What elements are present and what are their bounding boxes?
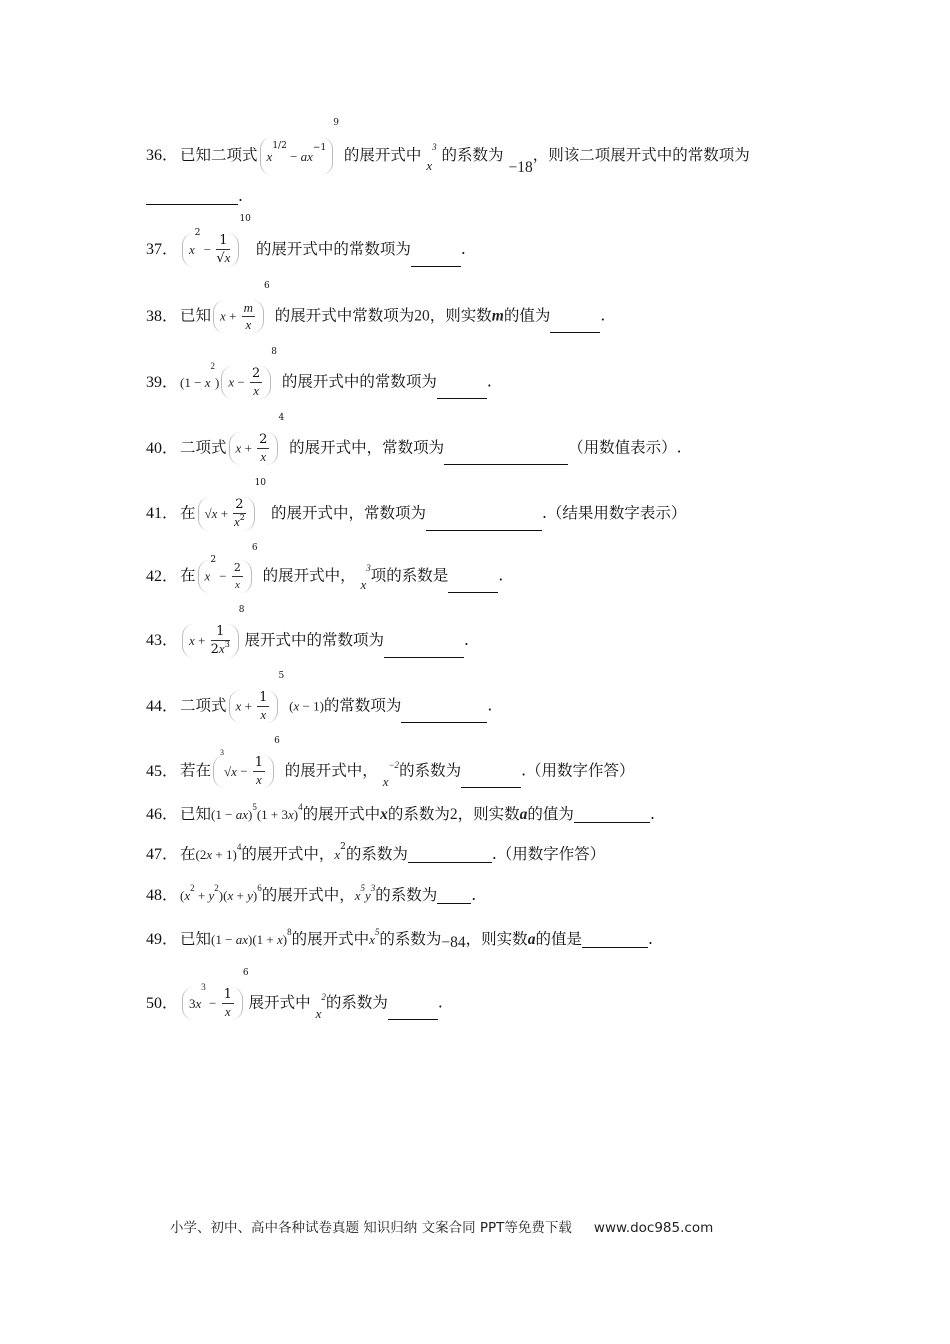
binomial-expression: $x^{1/2} - ax^{-1}$: [260, 137, 334, 175]
answer-blank[interactable]: [146, 190, 238, 205]
answer-blank[interactable]: [437, 384, 487, 399]
answer-blank[interactable]: [444, 450, 568, 465]
binomial-expression: $^3$√x − $\frac{1}{x}$: [213, 755, 274, 788]
binomial-expression: x − $\frac{2}{x}$: [221, 366, 271, 399]
question-36-answer-line: .: [146, 189, 243, 205]
question-39: 39． $(1 - x^2)$ x − $\frac{2}{x}$ $^8$ 的展开式中的常数项为 .: [146, 347, 492, 398]
binomial-expression: $x^2$ − $\frac{1}{√x}$: [182, 233, 239, 267]
answer-blank[interactable]: [411, 252, 461, 267]
footer-text: 小学、初中、高中各种试卷真题 知识归纳 文案合同 PPT等免费下载: [170, 1220, 572, 1236]
question-50: 50． $3x^3$ − $\frac{1}{x}$ $^6$展开式中 $_{x^2}$的系数为 .: [146, 968, 443, 1021]
binomial-expression: x + $\frac{m}{x}$: [213, 300, 264, 333]
question-36: 36． 已知二项式 $x^{1/2} - ax^{-19}$ 的展开式中 $_{x^3}$ 的系数为 −18，则该二项展开式中的常数项为: [146, 118, 750, 176]
question-43: 43． x + $\frac{1}{2x^3}$ $^8$展开式中的常数项为 .: [146, 605, 469, 657]
answer-blank[interactable]: [582, 933, 648, 948]
answer-blank[interactable]: [574, 808, 650, 823]
question-44: 44． 二项式 x + $\frac{1}{x}$ $^5$ (x − 1)的常数项为 .: [146, 671, 493, 722]
binomial-expression: $x^2$ − $\frac{2}{x}$: [198, 560, 252, 593]
question-41: 41． 在 √x + $\frac{2}{x^2}$ $^{10}$ 的展开式中，常数项为 .（结果用数字表示）: [146, 478, 687, 529]
answer-blank[interactable]: [437, 889, 471, 904]
binomial-expression: $3x^3$ − $\frac{1}{x}$: [182, 987, 243, 1020]
question-40: 40． 二项式 x + $\frac{2}{x}$ $^4$ 的展开式中，常数项为 （用数值表示）.: [146, 413, 682, 464]
binomial-expression: x + $\frac{1}{2x^3}$: [182, 624, 239, 658]
answer-blank[interactable]: [408, 848, 492, 863]
binomial-expression: x + $\frac{2}{x}$: [229, 432, 279, 465]
question-46: 46． 已知$(1 - ax)^5(1 + 3x)^4$的展开式中x的系数为2，则实数a的值为 .: [146, 802, 655, 823]
question-37: 37． $x^2$ − $\frac{1}{√x}$ $^{10}$ 的展开式中的常数项为 .: [146, 214, 466, 266]
answer-blank[interactable]: [426, 516, 542, 531]
question-49: 49． 已知$(1 - ax)(1 + x)^8$的展开式中$x^5$的系数为−84，则实数a的值是 .: [146, 927, 653, 951]
footer-url[interactable]: www.doc985.com: [593, 1220, 714, 1236]
question-48: 48． $(x^2 + y^2)(x + y)^6$的展开式中，$x^5y^3$的系数为 .: [146, 883, 477, 904]
question-42: 42． 在 $x^2$ − $\frac{2}{x}$ $^6$ 的展开式中， $_{x^3}$项的系数是 .: [146, 543, 504, 592]
answer-blank[interactable]: [550, 318, 600, 333]
answer-blank[interactable]: [388, 1005, 438, 1020]
answer-blank[interactable]: [448, 578, 498, 593]
question-47: 47． 在$(2x + 1)^4$的展开式中，$x^2$的系数为 .（用数字作答）: [146, 842, 606, 863]
answer-blank[interactable]: [401, 708, 487, 723]
binomial-expression: x + $\frac{1}{x}$: [229, 690, 279, 723]
question-45: 45． 若在$^3$√x − $\frac{1}{x}$ $^6$ 的展开式中， $_{x^{-2}}$的系数为 .（用数字作答）: [146, 736, 635, 789]
page-footer: [170, 1216, 713, 1236]
answer-blank[interactable]: [384, 643, 464, 658]
binomial-expression: √x + $\frac{2}{x^2}$: [198, 497, 255, 531]
answer-blank[interactable]: [461, 773, 521, 788]
question-38: 38． 已知 x + $\frac{m}{x}$ $^6$ 的展开式中常数项为20，则实数m的值为 .: [146, 281, 606, 332]
